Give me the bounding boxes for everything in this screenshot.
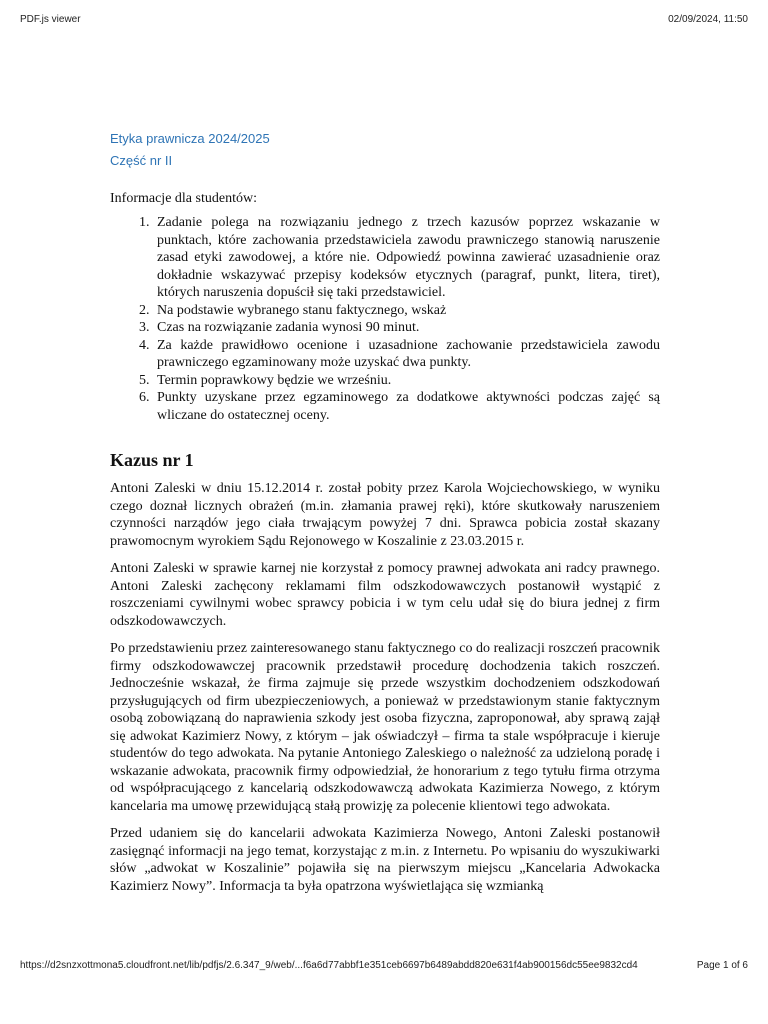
intro-heading: Informacje dla studentów: (110, 191, 257, 206)
rule-item: 6. Punkty uzyskane przez egzaminowego za dodatkowe aktywności podczas zajęć są wliczane do ostatecznej oceny. (153, 389, 660, 424)
case-paragraph: Antoni Zaleski w sprawie karnej nie korzystał z pomocy prawnej adwokata ani radcy prawnego. Antoni Zaleski zachęcony reklamami film odszkodowawczych postanowił wystąpić z roszczeniami cywilnymi wobec sprawcy pobicia i w tym celu udał się do biura jednej z firm odszkodowawczych. (110, 561, 660, 629)
document-subtitle: Część nr II (110, 153, 173, 168)
print-header (20, 14, 748, 25)
case-title: Kazus nr 1 (110, 450, 194, 470)
rule-item: 2. Na podstawie wybranego stanu faktycznego, wskaż (153, 302, 660, 320)
print-datetime: 02/09/2024, 11:50 (668, 14, 748, 25)
app-title: PDF.js viewer (20, 14, 81, 25)
document-title: Etyka prawnicza 2024/2025 (110, 131, 270, 146)
rule-item: 3. Czas na rozwiązanie zadania wynosi 90 minut. (153, 319, 660, 337)
case-paragraph: Przed udaniem się do kancelarii adwokata Kazimierza Nowego, Antoni Zaleski postanowił zasięgnąć informacji na jego temat, korzystając z m.in. z Internetu. Po wpisaniu do wyszukiwarki słów „adwokat w Koszalinie” pojawiła się na pierwszym miejscu „Kancelaria Adwokacka Kazimierz Nowy”. Informacja ta była opatrzona wyświetlająca się wzmianką (110, 826, 660, 894)
page-indicator: Page 1 of 6 (696, 960, 748, 971)
case-paragraph: Antoni Zaleski w dniu 15.12.2014 r. został pobity przez Karola Wojciechowskiego, w wyniku czego doznał licznych obrażeń (m.in. złamania prawej ręki), które skutkowały naruszeniem czynności narządów jego ciała trwającym powyżej 7 dni. Sprawca pobicia został skazany prawomocnym wyrokiem Sądu Rejonowego w Koszalinie z 23.03.2015 r. (110, 481, 660, 549)
document-page (110, 128, 660, 895)
rule-item: 4. Za każde prawidłowo ocenione i uzasadnione zachowanie przedstawiciela zawodu prawniczego egzaminowany może uzyskać dwa punkty. (153, 337, 660, 372)
page-url: https://d2snzxottmona5.cloudfront.net/lib/pdfjs/2.6.347_9/web/...f6a6d77abbf1e351ceb6697b6489abdd820e631f4ab900156dc55ee9832cd4 (20, 960, 638, 971)
rule-item: 5. Termin poprawkowy będzie we wrześniu. (153, 372, 660, 390)
rule-item: 1. Zadanie polega na rozwiązaniu jednego z trzech kazusów poprzez wskazanie w punktach, które zachowania przedstawiciela zawodu prawniczego stanowią naruszenie zasad etyki zawodowej, a które nie. Odpowiedź powinna zawierać uzasadnienie oraz dokładnie wskazywać przepisy kodeksów etycznych (paragraf, punkt, litera, tiret), których naruszenia dopuścił się taki przedstawiciel. (153, 214, 660, 302)
print-footer (20, 960, 748, 971)
case-paragraph: Po przedstawieniu przez zainteresowanego stanu faktycznego co do realizacji roszczeń pracownik firmy odszkodowawczej pracownik przedstawił procedurę dochodzenia takich roszczeń. Jednocześnie wskazał, że firma zajmuje się przede wszystkim dochodzeniem odszkodowań przysługujących od firm ubezpieczeniowych, a ponieważ w przedstawionym stanie faktycznym osobą zobowiązaną do naprawienia szkody jest osoba fizyczna, zaproponował, aby sprawą zajął się adwokat Kazimierz Nowy, z którym – jak oświadczył – firma ta stale współpracuje i kieruje studentów do tego adwokata. Na pytanie Antoniego Zaleskiego o należność za udzieloną poradę i wskazanie adwokata, pracownik firmy odpowiedział, że honorarium z tego tytułu firma otrzyma od współpracującego z kancelarią odszkodowawczą adwokata Kazimierza Nowego, z którym kancelaria ma umowę przewidującą stałą prowizję za polecenie klientowi tego adwokata. (110, 641, 660, 814)
rules-list (110, 214, 660, 424)
